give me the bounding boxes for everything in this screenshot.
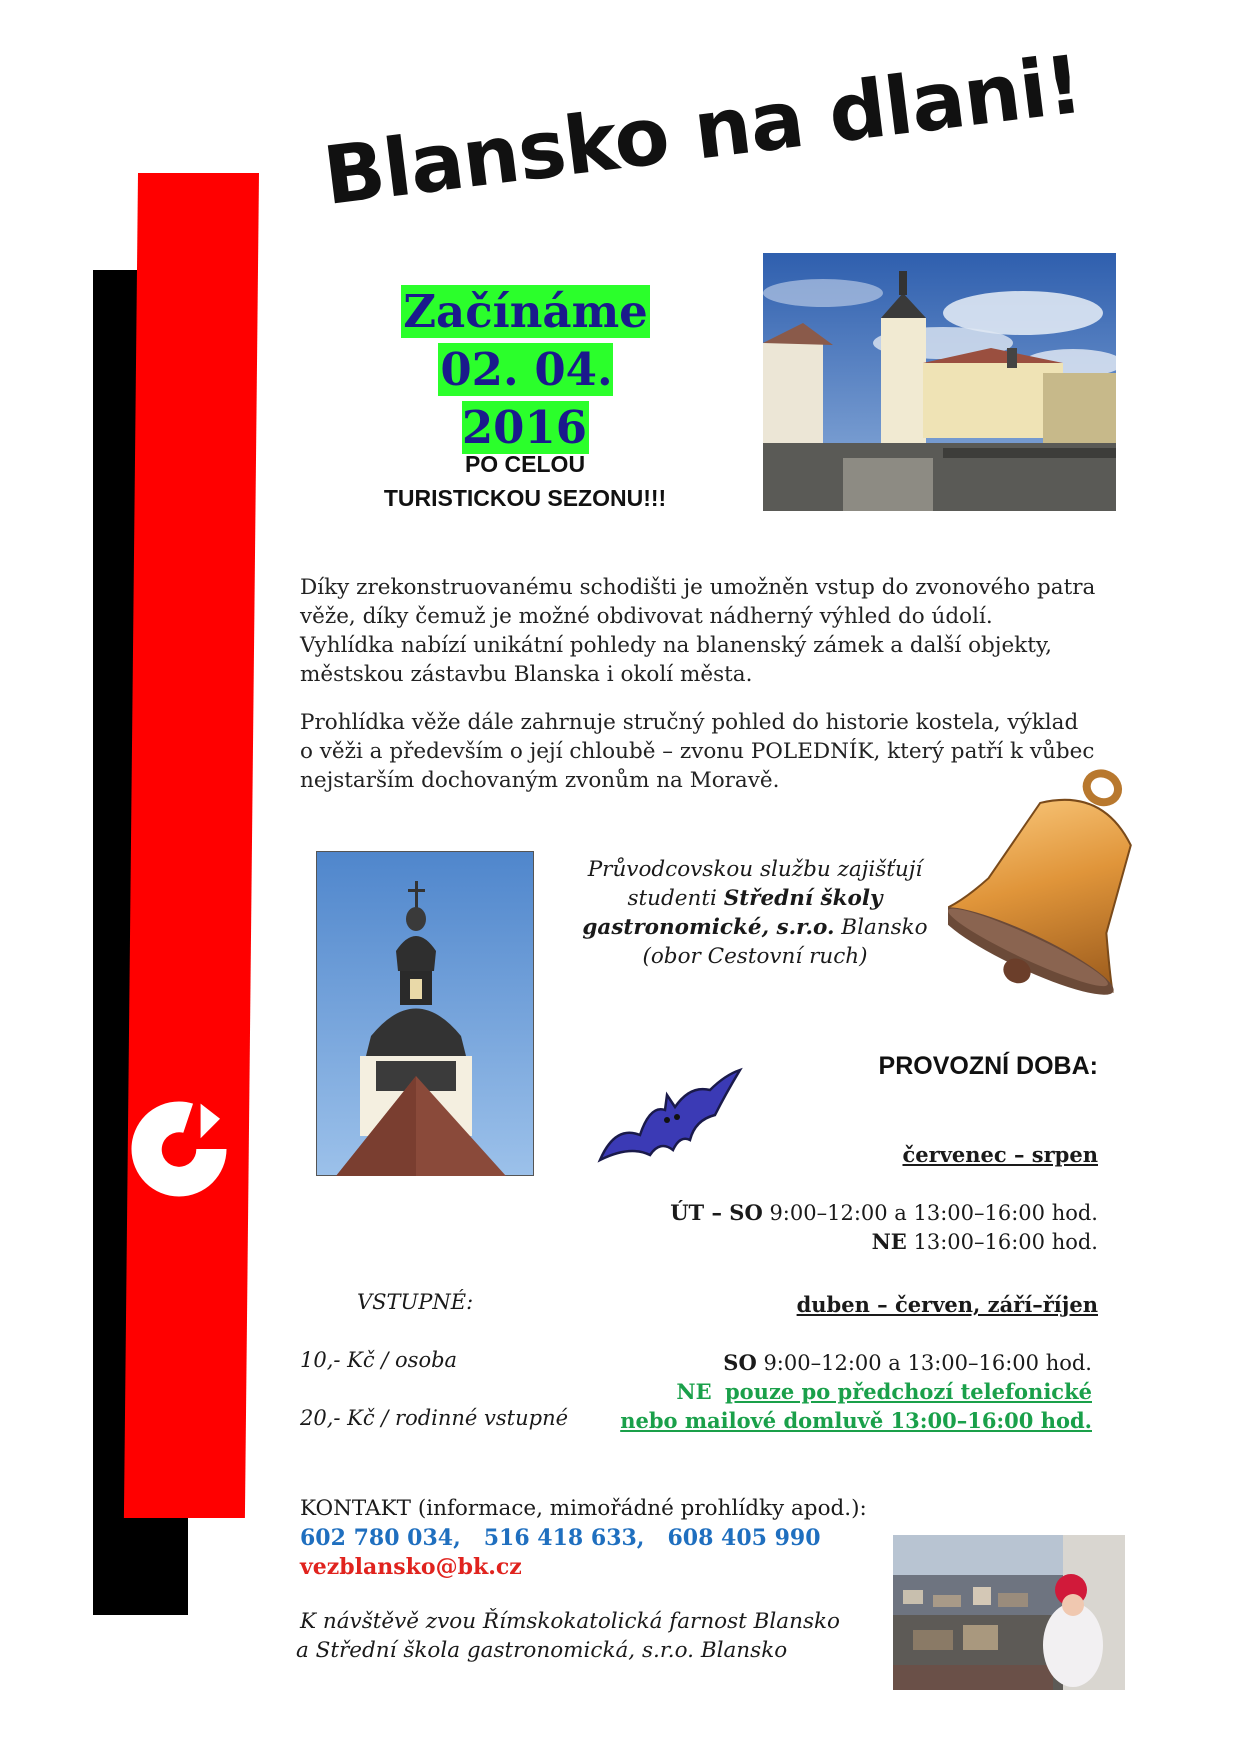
other-label: duben – červen, září–říjen [796,1292,1098,1317]
other-days-2: NE [676,1379,712,1404]
text-line: Díky zrekonstruovanému schodišti je umožněn vstup do zvonového patra [300,575,1096,600]
church-photo [763,253,1116,511]
text-line: věže, díky čemuž je možné obdivovat nádherný výhled do údolí. [300,604,993,629]
description-paragraph-1 [300,573,1100,689]
text-line: Vyhlídka nabízí unikátní pohledy na blanenský zámek a další objekty, [300,633,1052,658]
red-bar [124,173,259,1518]
other-days-1: SO [723,1350,757,1375]
hours-title: PROVOZNÍ DOBA: [878,1052,1098,1080]
summer-label: červenec – srpen [902,1142,1098,1167]
text-line: o věži a především o její chloubě – zvonu POLEDNÍK, který patří k vůbec [300,739,1095,764]
school-logo-icon [125,1095,233,1203]
invite-line-1: K návštěvě zvou Římskokatolická farnost Blansko [300,1609,840,1634]
contact-email[interactable]: vezblansko@bk.cz [300,1554,522,1580]
contact-label: KONTAKT (informace, mimořádné prohlídky apod.): [300,1496,867,1521]
summer-time-1: 9:00–12:00 a 13:00–16:00 hod. [762,1201,1098,1225]
season-line-2: TURISTICKOU SEZONU!!! [383,485,667,511]
season-note [340,447,710,515]
contact-phones[interactable]: 602 780 034, 516 418 633, 608 405 990 [300,1525,821,1551]
start-date: 02. 04. 2016 [440,343,613,454]
other-note-1: pouze po předchozí telefonické [724,1379,1092,1404]
guide-line-1: Průvodcovskou službu zajišťují [587,857,923,882]
summer-days-1: ÚT – SO [670,1200,763,1225]
text-line: Prohlídka věže dále zahrnuje stručný pohled do historie kostela, výklad [300,710,1079,735]
guide-note [560,855,950,971]
guide-line-4: (obor Cestovní ruch) [642,944,868,969]
other-time-1: 9:00–12:00 a 13:00–16:00 hod. [756,1351,1092,1375]
invite-line-2: a Střední škola gastronomická, s.r.o. Blansko [296,1638,788,1663]
bell-illustration-icon [948,758,1168,1008]
season-line-1: PO CELOU [464,451,586,477]
poster-title: Blansko na dlani! [318,37,1087,223]
summer-days-2: NE [871,1229,907,1254]
text-line: nejstarším dochovaným zvonům na Moravě. [300,768,780,793]
other-hours-line-1 [560,1348,1092,1378]
guide-line-3a: gastronomické, s.r.o. [582,915,835,940]
other-hours-line-3 [560,1406,1092,1436]
view-photo [893,1535,1125,1690]
summer-season-label [700,1140,1098,1170]
text-line: městskou zástavbu Blanska i okolí města. [300,662,753,687]
summer-hours-line-2 [560,1227,1098,1257]
admission-family: 20,- Kč / rodinné vstupné [300,1406,569,1430]
tower-photo [316,851,534,1176]
admission-single: 10,- Kč / osoba [300,1348,458,1372]
start-label: Začínáme [403,285,648,338]
summer-hours-line-1 [560,1198,1098,1228]
guide-line-3b: Blansko [834,915,928,940]
guide-line-2a: studenti [627,886,724,911]
other-season-label [700,1290,1098,1320]
admission-label: VSTUPNÉ: [357,1290,474,1314]
guide-line-2b: Střední školy [723,886,883,911]
summer-time-2: 13:00–16:00 hod. [906,1230,1098,1254]
other-note-2: nebo mailové domluvě 13:00–16:00 hod. [620,1408,1092,1433]
start-date-box [373,283,678,457]
other-hours-line-2 [560,1377,1092,1407]
